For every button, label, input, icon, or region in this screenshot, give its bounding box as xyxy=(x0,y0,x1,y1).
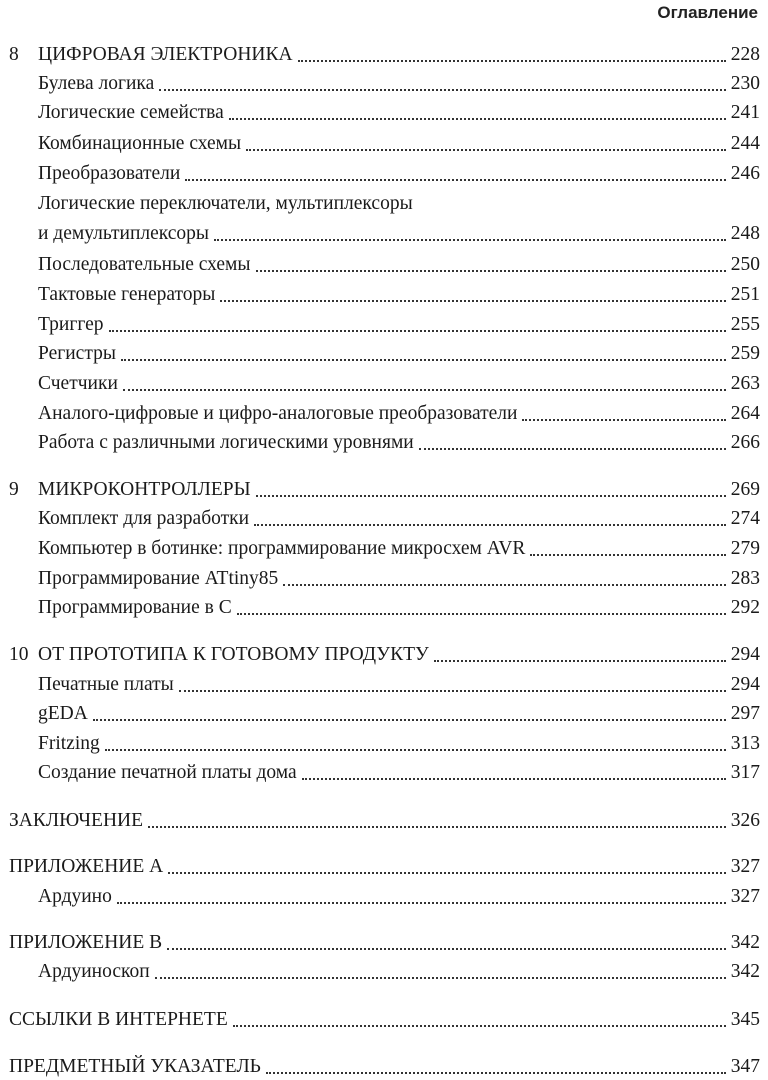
entry-title: Комплект для разработки xyxy=(38,508,250,529)
chapter-entry[interactable] xyxy=(0,477,760,503)
page-number: 294 xyxy=(730,674,760,695)
dot-leader xyxy=(159,89,726,91)
page-number: 255 xyxy=(730,314,760,335)
section-entry[interactable] xyxy=(0,430,760,456)
back-matter-entry[interactable] xyxy=(0,1054,760,1080)
section-entry[interactable] xyxy=(0,672,760,698)
entry-title: Последовательные схемы xyxy=(38,254,251,275)
entry-title: Программирование ATtiny85 xyxy=(38,568,279,589)
section-entry[interactable] xyxy=(0,312,760,338)
dot-leader xyxy=(298,60,726,62)
dot-leader xyxy=(434,660,726,662)
page-number: 264 xyxy=(730,403,760,424)
entry-title-line[interactable] xyxy=(0,191,760,217)
entry-title: и демультиплексоры xyxy=(38,223,210,244)
back-matter-entry[interactable] xyxy=(0,854,760,880)
section-entry[interactable] xyxy=(0,71,760,97)
entry-title: Ардуино xyxy=(38,886,112,907)
dot-leader xyxy=(237,613,726,615)
page-number: 230 xyxy=(730,73,760,94)
dot-leader xyxy=(155,977,726,979)
entry-title: ПРИЛОЖЕНИЕ B xyxy=(9,932,163,953)
page-number: 248 xyxy=(730,223,760,244)
page-number: 297 xyxy=(730,703,760,724)
dot-leader xyxy=(109,330,726,332)
dot-leader xyxy=(220,300,725,302)
section-entry[interactable] xyxy=(0,566,760,592)
entry-title: Программирование в C xyxy=(38,597,232,618)
page-number: 327 xyxy=(730,856,760,877)
page-number: 263 xyxy=(730,373,760,394)
dot-leader xyxy=(93,719,726,721)
section-entry[interactable] xyxy=(0,536,760,562)
back-matter-entry[interactable] xyxy=(0,1007,760,1033)
dot-leader xyxy=(167,948,726,950)
section-entry[interactable] xyxy=(0,341,760,367)
entry-title: ССЫЛКИ В ИНТЕРНЕТЕ xyxy=(9,1009,228,1030)
section-entry[interactable] xyxy=(0,731,760,757)
dot-leader xyxy=(168,872,726,874)
page-number: 326 xyxy=(730,810,760,831)
dot-leader xyxy=(266,1072,726,1074)
section-entry[interactable] xyxy=(0,161,760,187)
section-entry[interactable] xyxy=(0,595,760,621)
page-number: 347 xyxy=(730,1056,760,1077)
page-number: 269 xyxy=(730,479,760,500)
section-entry[interactable] xyxy=(0,506,760,532)
page-number: 250 xyxy=(730,254,760,275)
entry-title: Печатные платы xyxy=(38,674,174,695)
dot-leader xyxy=(256,495,726,497)
entry-title: Комбинационные схемы xyxy=(38,133,242,154)
entry-title: МИКРОКОНТРОЛЛЕРЫ xyxy=(38,479,251,500)
dot-leader xyxy=(419,448,726,450)
page-number: 259 xyxy=(730,343,760,364)
chapter-entry[interactable] xyxy=(0,42,760,68)
section-entry[interactable] xyxy=(0,131,760,157)
chapter-number: 8 xyxy=(9,44,19,65)
running-header: Оглавление xyxy=(657,3,758,22)
page-number: 244 xyxy=(730,133,760,154)
page-number: 294 xyxy=(730,644,760,665)
dot-leader xyxy=(246,149,726,151)
back-matter-entry[interactable] xyxy=(0,808,760,834)
entry-title: ЗАКЛЮЧЕНИЕ xyxy=(9,810,144,831)
entry-title: ОТ ПРОТОТИПА К ГОТОВОМУ ПРОДУКТУ xyxy=(38,644,429,665)
entry-title: Создание печатной платы дома xyxy=(38,762,297,783)
dot-leader xyxy=(522,419,725,421)
entry-title: Булева логика xyxy=(38,73,155,94)
entry-title: Тактовые генераторы xyxy=(38,284,216,305)
section-entry[interactable] xyxy=(0,221,760,247)
entry-title: Логические семейства xyxy=(38,102,224,123)
page-number: 317 xyxy=(730,762,760,783)
chapter-number: 9 xyxy=(9,479,19,500)
dot-leader xyxy=(254,524,726,526)
dot-leader xyxy=(256,270,726,272)
entry-title: Триггер xyxy=(38,314,104,335)
page-number: 327 xyxy=(730,886,760,907)
entry-title: Преобразователи xyxy=(38,163,181,184)
dot-leader xyxy=(302,778,726,780)
dot-leader xyxy=(283,584,725,586)
entry-title: ЦИФРОВАЯ ЭЛЕКТРОНИКА xyxy=(38,44,293,65)
dot-leader xyxy=(185,179,725,181)
entry-title: Счетчики xyxy=(38,373,118,394)
page-number: 345 xyxy=(730,1009,760,1030)
dot-leader xyxy=(123,389,726,391)
entry-title: Ардуиноскоп xyxy=(38,961,150,982)
page-number: 241 xyxy=(730,102,760,123)
section-entry[interactable] xyxy=(0,701,760,727)
dot-leader xyxy=(179,690,726,692)
page-number: 274 xyxy=(730,508,760,529)
page-number: 342 xyxy=(730,932,760,953)
dot-leader xyxy=(229,118,726,120)
entry-title: Аналого-цифровые и цифро-аналоговые преобразователи xyxy=(38,403,518,424)
page-number: 292 xyxy=(730,597,760,618)
entry-title: Работа с различными логическими уровнями xyxy=(38,432,414,453)
page-number: 246 xyxy=(730,163,760,184)
page-number: 283 xyxy=(730,568,760,589)
dot-leader xyxy=(530,554,725,556)
dot-leader xyxy=(105,749,726,751)
chapter-number: 10 xyxy=(9,644,29,665)
dot-leader xyxy=(148,826,726,828)
section-entry[interactable] xyxy=(0,100,760,126)
entry-title: Регистры xyxy=(38,343,116,364)
entry-title: Компьютер в ботинке: программирование микросхем AVR xyxy=(38,538,526,559)
entry-title: Логические переключатели, мультиплексоры xyxy=(38,193,413,214)
page-number: 251 xyxy=(730,284,760,305)
section-entry[interactable] xyxy=(0,401,760,427)
page-number: 279 xyxy=(730,538,760,559)
dot-leader xyxy=(121,359,726,361)
back-matter-entry[interactable] xyxy=(0,930,760,956)
section-entry[interactable] xyxy=(0,371,760,397)
page-number: 228 xyxy=(730,44,760,65)
entry-title: gEDA xyxy=(38,703,88,724)
page-number: 342 xyxy=(730,961,760,982)
dot-leader xyxy=(233,1025,726,1027)
page-number: 313 xyxy=(730,733,760,754)
section-entry[interactable] xyxy=(0,884,760,910)
chapter-entry[interactable] xyxy=(0,642,760,668)
entry-title: ПРЕДМЕТНЫЙ УКАЗАТЕЛЬ xyxy=(9,1056,261,1077)
dot-leader xyxy=(117,902,726,904)
entry-title: Fritzing xyxy=(38,733,100,754)
section-entry[interactable] xyxy=(0,252,760,278)
section-entry[interactable] xyxy=(0,760,760,786)
page-number: 266 xyxy=(730,432,760,453)
entry-title: ПРИЛОЖЕНИЕ А xyxy=(9,856,164,877)
dot-leader xyxy=(214,239,726,241)
section-entry[interactable] xyxy=(0,959,760,985)
section-entry[interactable] xyxy=(0,282,760,308)
